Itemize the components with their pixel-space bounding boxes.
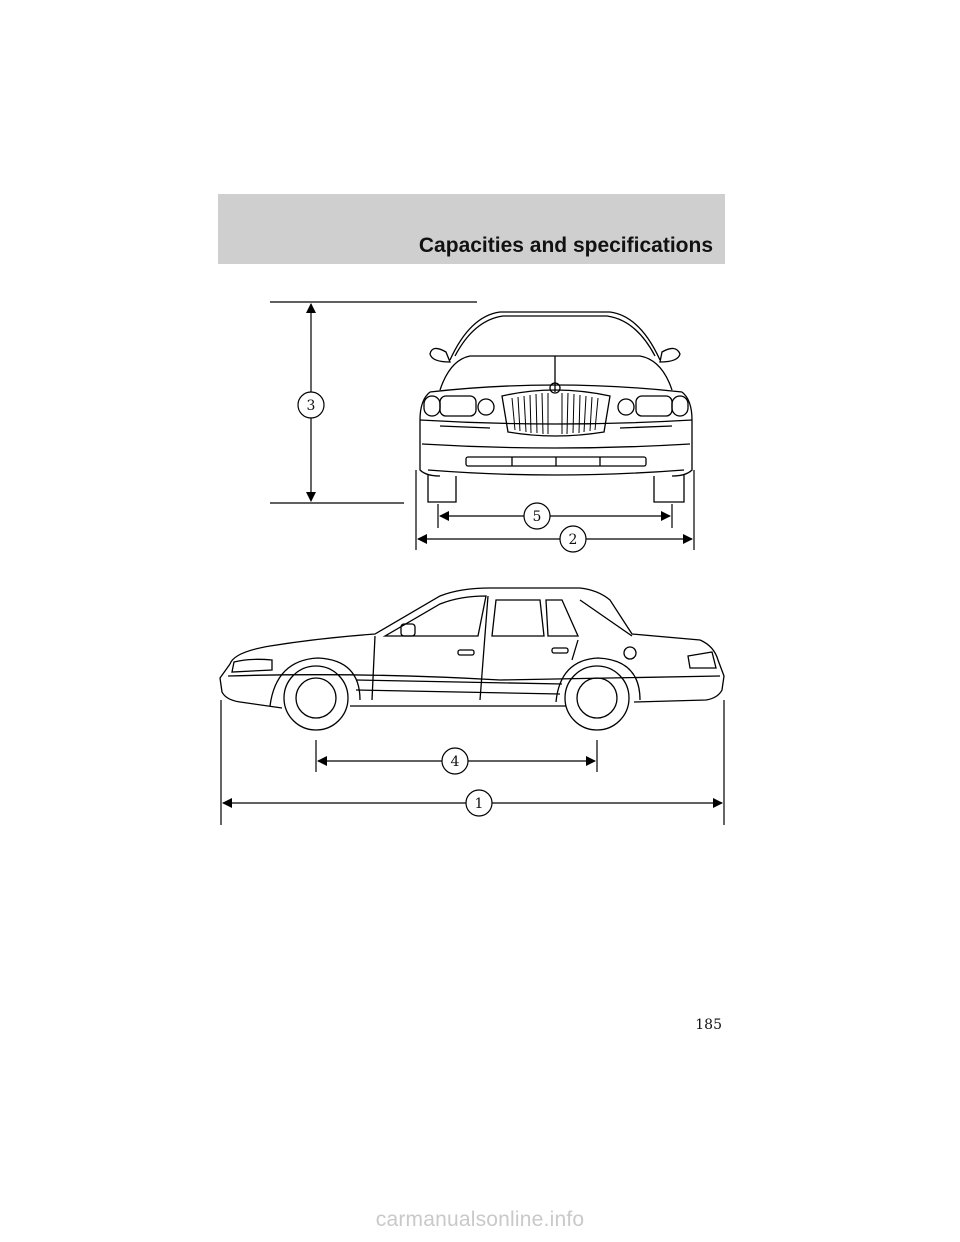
watermark-text: carmanualsonline.info <box>375 1208 585 1231</box>
callout-4-label: 4 <box>450 754 460 770</box>
front-view-drawing <box>420 312 692 502</box>
dimension-lines-front <box>270 302 694 550</box>
callout-2-label: 2 <box>568 532 578 548</box>
callout-5-label: 5 <box>532 509 542 525</box>
section-title: Capacities and specifications <box>418 234 713 257</box>
callout-3 <box>298 392 324 418</box>
callout-1-label: 1 <box>474 796 484 812</box>
callout-3-label: 3 <box>306 398 316 414</box>
side-view-drawing <box>220 588 724 730</box>
callout-2 <box>560 526 586 552</box>
callout-5 <box>524 503 550 529</box>
callout-4 <box>442 748 468 774</box>
callout-1 <box>466 790 492 816</box>
page-number: 185 <box>695 1017 722 1033</box>
